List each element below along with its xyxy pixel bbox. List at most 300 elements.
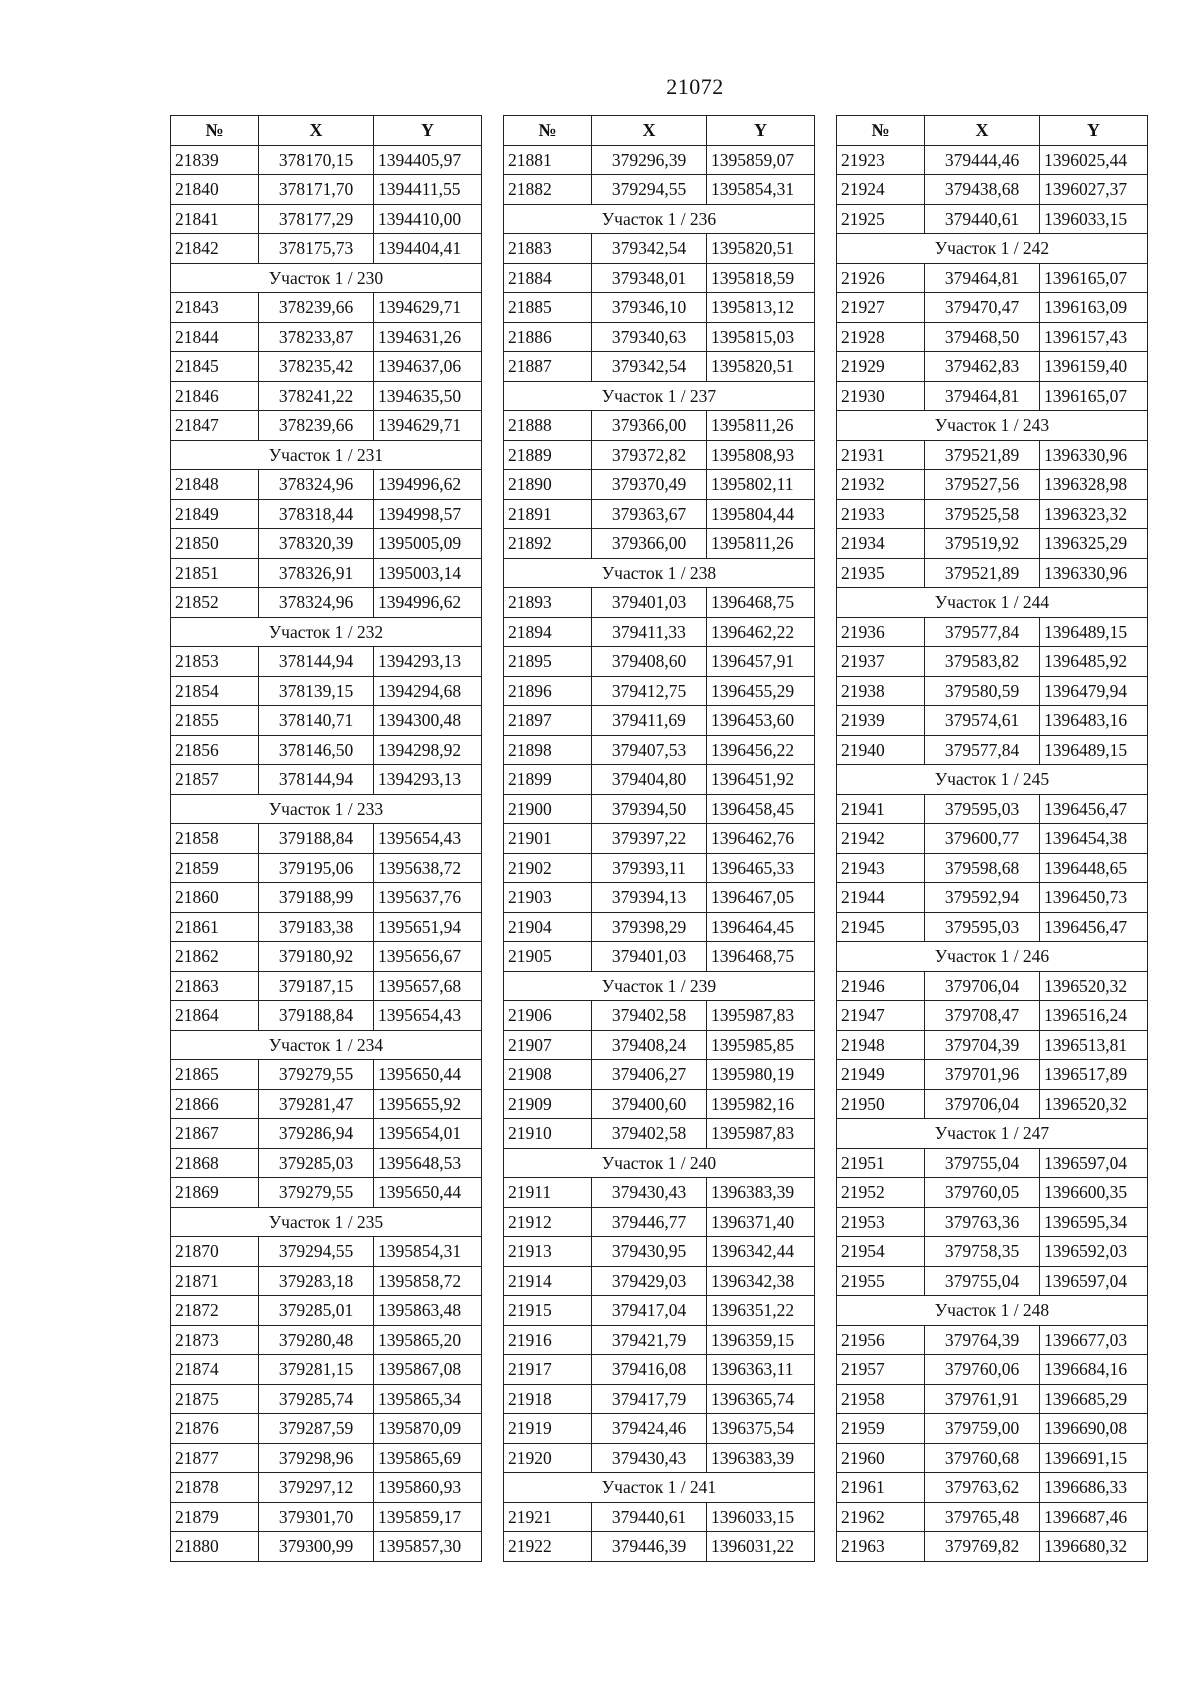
point-number-cell: 21848 — [171, 470, 259, 500]
point-number-cell: 21876 — [171, 1414, 259, 1444]
table-row — [171, 1414, 482, 1444]
x-coordinate-cell: 379294,55 — [592, 175, 707, 205]
x-coordinate-cell: 379286,94 — [259, 1119, 374, 1149]
x-coordinate-cell: 379462,83 — [925, 352, 1040, 382]
table-row — [837, 735, 1148, 765]
point-number-cell: 21906 — [504, 1001, 592, 1031]
y-coordinate-cell: 1396330,96 — [1040, 440, 1148, 470]
table-row — [504, 529, 815, 559]
table-row — [504, 765, 815, 795]
y-coordinate-cell: 1395654,01 — [374, 1119, 482, 1149]
point-number-cell: 21870 — [171, 1237, 259, 1267]
y-coordinate-cell: 1394631,26 — [374, 322, 482, 352]
table-row — [504, 794, 815, 824]
point-number-cell: 21909 — [504, 1089, 592, 1119]
point-number-cell: 21944 — [837, 883, 925, 913]
point-number-cell: 21871 — [171, 1266, 259, 1296]
section-label: Участок 1 / 244 — [837, 588, 1148, 618]
x-coordinate-cell: 379583,82 — [925, 647, 1040, 677]
table-row — [171, 1532, 482, 1562]
table-row — [171, 1178, 482, 1208]
point-number-cell: 21862 — [171, 942, 259, 972]
y-coordinate-cell: 1394998,57 — [374, 499, 482, 529]
point-number-cell: 21940 — [837, 735, 925, 765]
point-number-cell: 21945 — [837, 912, 925, 942]
y-coordinate-cell: 1396517,89 — [1040, 1060, 1148, 1090]
x-coordinate-cell: 379708,47 — [925, 1001, 1040, 1031]
table-row — [171, 1060, 482, 1090]
x-coordinate-cell: 379370,49 — [592, 470, 707, 500]
table-row — [504, 853, 815, 883]
table-row — [504, 1089, 815, 1119]
point-number-cell: 21937 — [837, 647, 925, 677]
x-coordinate-cell: 379402,58 — [592, 1119, 707, 1149]
y-coordinate-cell: 1395003,14 — [374, 558, 482, 588]
x-coordinate-cell: 379393,11 — [592, 853, 707, 883]
y-coordinate-cell: 1394637,06 — [374, 352, 482, 382]
point-number-cell: 21892 — [504, 529, 592, 559]
y-coordinate-cell: 1394405,97 — [374, 145, 482, 175]
x-coordinate-cell: 378170,15 — [259, 145, 374, 175]
section-label: Участок 1 / 235 — [171, 1207, 482, 1237]
point-number-cell: 21939 — [837, 706, 925, 736]
x-coordinate-cell: 379298,96 — [259, 1443, 374, 1473]
x-coordinate-cell: 379394,13 — [592, 883, 707, 913]
x-coordinate-cell: 378235,42 — [259, 352, 374, 382]
y-coordinate-cell: 1396687,46 — [1040, 1502, 1148, 1532]
point-number-cell: 21913 — [504, 1237, 592, 1267]
x-coordinate-cell: 379404,80 — [592, 765, 707, 795]
point-number-cell: 21943 — [837, 853, 925, 883]
table-row — [171, 145, 482, 175]
y-coordinate-cell: 1396684,16 — [1040, 1355, 1148, 1385]
section-label: Участок 1 / 231 — [171, 440, 482, 470]
point-number-cell: 21918 — [504, 1384, 592, 1414]
x-coordinate-cell: 379769,82 — [925, 1532, 1040, 1562]
y-coordinate-cell: 1396383,39 — [707, 1443, 815, 1473]
table-row — [504, 499, 815, 529]
y-coordinate-cell: 1395860,93 — [374, 1473, 482, 1503]
table-row — [837, 1443, 1148, 1473]
y-coordinate-cell: 1396383,39 — [707, 1178, 815, 1208]
table-row — [837, 1502, 1148, 1532]
x-coordinate-cell: 379416,08 — [592, 1355, 707, 1385]
x-coordinate-cell: 379281,47 — [259, 1089, 374, 1119]
point-number-cell: 21959 — [837, 1414, 925, 1444]
table-row — [171, 588, 482, 618]
x-coordinate-cell: 379342,54 — [592, 352, 707, 382]
y-coordinate-cell: 1396600,35 — [1040, 1178, 1148, 1208]
point-number-cell: 21961 — [837, 1473, 925, 1503]
y-coordinate-cell: 1396323,32 — [1040, 499, 1148, 529]
point-number-cell: 21933 — [837, 499, 925, 529]
y-coordinate-cell: 1395865,20 — [374, 1325, 482, 1355]
table-row — [171, 411, 482, 441]
point-number-cell: 21887 — [504, 352, 592, 382]
point-number-cell: 21903 — [504, 883, 592, 913]
x-coordinate-cell: 379372,82 — [592, 440, 707, 470]
table-row — [837, 1414, 1148, 1444]
y-coordinate-cell: 1396483,16 — [1040, 706, 1148, 736]
coordinates-table-right — [836, 115, 1148, 1562]
table-row — [504, 1384, 815, 1414]
table-row — [504, 175, 815, 205]
point-number-cell: 21923 — [837, 145, 925, 175]
y-coordinate-cell: 1394298,92 — [374, 735, 482, 765]
x-coordinate-cell: 379411,69 — [592, 706, 707, 736]
point-number-cell: 21915 — [504, 1296, 592, 1326]
x-coordinate-cell: 378320,39 — [259, 529, 374, 559]
y-coordinate-cell: 1395811,26 — [707, 529, 815, 559]
table-row — [504, 824, 815, 854]
x-coordinate-cell: 379187,15 — [259, 971, 374, 1001]
section-row — [837, 411, 1148, 441]
y-coordinate-cell: 1396691,15 — [1040, 1443, 1148, 1473]
table-row — [171, 971, 482, 1001]
x-coordinate-cell: 379574,61 — [925, 706, 1040, 736]
table-row — [504, 411, 815, 441]
table-row — [504, 1266, 815, 1296]
y-coordinate-cell: 1396450,73 — [1040, 883, 1148, 913]
table-row — [837, 1473, 1148, 1503]
x-coordinate-cell: 379366,00 — [592, 529, 707, 559]
x-coordinate-cell: 379366,00 — [592, 411, 707, 441]
x-coordinate-cell: 379446,39 — [592, 1532, 707, 1562]
x-coordinate-cell: 379401,03 — [592, 942, 707, 972]
point-number-cell: 21936 — [837, 617, 925, 647]
x-coordinate-cell: 379595,03 — [925, 912, 1040, 942]
y-coordinate-cell: 1396595,34 — [1040, 1207, 1148, 1237]
table-row — [504, 588, 815, 618]
table-row — [171, 1473, 482, 1503]
point-number-cell: 21842 — [171, 234, 259, 264]
table-row — [171, 1296, 482, 1326]
section-label: Участок 1 / 247 — [837, 1119, 1148, 1149]
y-coordinate-cell: 1395863,48 — [374, 1296, 482, 1326]
point-number-cell: 21934 — [837, 529, 925, 559]
x-coordinate-cell: 378144,94 — [259, 647, 374, 677]
y-coordinate-cell: 1396342,38 — [707, 1266, 815, 1296]
x-coordinate-cell: 379758,35 — [925, 1237, 1040, 1267]
y-coordinate-cell: 1396489,15 — [1040, 617, 1148, 647]
section-label: Участок 1 / 237 — [504, 381, 815, 411]
table-row — [504, 1355, 815, 1385]
table-row — [171, 322, 482, 352]
table-row — [837, 145, 1148, 175]
y-coordinate-cell: 1395815,03 — [707, 322, 815, 352]
section-row — [837, 1296, 1148, 1326]
table-row — [171, 1148, 482, 1178]
x-coordinate-cell: 379279,55 — [259, 1060, 374, 1090]
table-row — [171, 175, 482, 205]
y-coordinate-cell: 1394294,68 — [374, 676, 482, 706]
x-coordinate-cell: 379188,84 — [259, 1001, 374, 1031]
table-row — [504, 942, 815, 972]
table-row — [504, 1502, 815, 1532]
point-number-cell: 21946 — [837, 971, 925, 1001]
y-coordinate-cell: 1396457,91 — [707, 647, 815, 677]
y-coordinate-cell: 1394635,50 — [374, 381, 482, 411]
y-coordinate-cell: 1396033,15 — [707, 1502, 815, 1532]
table-row — [171, 1001, 482, 1031]
x-coordinate-cell: 379761,91 — [925, 1384, 1040, 1414]
y-coordinate-cell: 1394629,71 — [374, 411, 482, 441]
y-coordinate-cell: 1396363,11 — [707, 1355, 815, 1385]
x-coordinate-cell: 378171,70 — [259, 175, 374, 205]
point-number-cell: 21911 — [504, 1178, 592, 1208]
y-coordinate-cell: 1396479,94 — [1040, 676, 1148, 706]
y-coordinate-cell: 1396157,43 — [1040, 322, 1148, 352]
point-number-cell: 21926 — [837, 263, 925, 293]
table-row — [504, 470, 815, 500]
y-coordinate-cell: 1395813,12 — [707, 293, 815, 323]
x-coordinate-cell: 379577,84 — [925, 735, 1040, 765]
x-coordinate-cell: 379417,04 — [592, 1296, 707, 1326]
x-coordinate-cell: 379296,39 — [592, 145, 707, 175]
table-row — [171, 293, 482, 323]
x-coordinate-cell: 379342,54 — [592, 234, 707, 264]
column-header-x: X — [925, 116, 1040, 146]
y-coordinate-cell: 1396686,33 — [1040, 1473, 1148, 1503]
x-coordinate-cell: 379706,04 — [925, 1089, 1040, 1119]
point-number-cell: 21950 — [837, 1089, 925, 1119]
x-coordinate-cell: 379188,84 — [259, 824, 374, 854]
x-coordinate-cell: 379763,36 — [925, 1207, 1040, 1237]
table-row — [837, 1384, 1148, 1414]
table-row — [837, 175, 1148, 205]
table-row — [171, 470, 482, 500]
table-row — [504, 293, 815, 323]
point-number-cell: 21908 — [504, 1060, 592, 1090]
table-row — [504, 440, 815, 470]
x-coordinate-cell: 378241,22 — [259, 381, 374, 411]
point-number-cell: 21907 — [504, 1030, 592, 1060]
point-number-cell: 21893 — [504, 588, 592, 618]
point-number-cell: 21888 — [504, 411, 592, 441]
x-coordinate-cell: 378144,94 — [259, 765, 374, 795]
point-number-cell: 21953 — [837, 1207, 925, 1237]
y-coordinate-cell: 1395818,59 — [707, 263, 815, 293]
point-number-cell: 21856 — [171, 735, 259, 765]
table-row — [171, 765, 482, 795]
y-coordinate-cell: 1395985,85 — [707, 1030, 815, 1060]
point-number-cell: 21840 — [171, 175, 259, 205]
point-number-cell: 21952 — [837, 1178, 925, 1208]
section-label: Участок 1 / 239 — [504, 971, 815, 1001]
table-row — [171, 1355, 482, 1385]
x-coordinate-cell: 379592,94 — [925, 883, 1040, 913]
y-coordinate-cell: 1396592,03 — [1040, 1237, 1148, 1267]
y-coordinate-cell: 1396351,22 — [707, 1296, 815, 1326]
x-coordinate-cell: 378139,15 — [259, 676, 374, 706]
table-row — [837, 322, 1148, 352]
column-header-x: X — [259, 116, 374, 146]
point-number-cell: 21957 — [837, 1355, 925, 1385]
point-number-cell: 21878 — [171, 1473, 259, 1503]
y-coordinate-cell: 1395820,51 — [707, 234, 815, 264]
table-row — [504, 1207, 815, 1237]
y-coordinate-cell: 1396025,44 — [1040, 145, 1148, 175]
y-coordinate-cell: 1396027,37 — [1040, 175, 1148, 205]
x-coordinate-cell: 379444,46 — [925, 145, 1040, 175]
point-number-cell: 21948 — [837, 1030, 925, 1060]
y-coordinate-cell: 1395867,08 — [374, 1355, 482, 1385]
point-number-cell: 21860 — [171, 883, 259, 913]
y-coordinate-cell: 1396375,54 — [707, 1414, 815, 1444]
y-coordinate-cell: 1395854,31 — [707, 175, 815, 205]
y-coordinate-cell: 1396325,29 — [1040, 529, 1148, 559]
y-coordinate-cell: 1394404,41 — [374, 234, 482, 264]
table-row — [837, 1060, 1148, 1090]
y-coordinate-cell: 1395865,69 — [374, 1443, 482, 1473]
x-coordinate-cell: 379287,59 — [259, 1414, 374, 1444]
x-coordinate-cell: 379281,15 — [259, 1355, 374, 1385]
page-number: 21072 — [666, 74, 724, 99]
table-row — [837, 824, 1148, 854]
y-coordinate-cell: 1395857,30 — [374, 1532, 482, 1562]
section-label: Участок 1 / 240 — [504, 1148, 815, 1178]
x-coordinate-cell: 378177,29 — [259, 204, 374, 234]
point-number-cell: 21916 — [504, 1325, 592, 1355]
x-coordinate-cell: 379755,04 — [925, 1148, 1040, 1178]
point-number-cell: 21861 — [171, 912, 259, 942]
column-header-y: Y — [374, 116, 482, 146]
section-label: Участок 1 / 248 — [837, 1296, 1148, 1326]
y-coordinate-cell: 1396690,08 — [1040, 1414, 1148, 1444]
x-coordinate-cell: 378326,91 — [259, 558, 374, 588]
y-coordinate-cell: 1396464,45 — [707, 912, 815, 942]
table-row — [171, 912, 482, 942]
table-row — [504, 263, 815, 293]
x-coordinate-cell: 379297,12 — [259, 1473, 374, 1503]
point-number-cell: 21889 — [504, 440, 592, 470]
x-coordinate-cell: 379283,18 — [259, 1266, 374, 1296]
point-number-cell: 21924 — [837, 175, 925, 205]
table-row — [837, 1266, 1148, 1296]
y-coordinate-cell: 1395648,53 — [374, 1148, 482, 1178]
table-row — [504, 617, 815, 647]
y-coordinate-cell: 1396163,09 — [1040, 293, 1148, 323]
point-number-cell: 21880 — [171, 1532, 259, 1562]
x-coordinate-cell: 379763,62 — [925, 1473, 1040, 1503]
y-coordinate-cell: 1396031,22 — [707, 1532, 815, 1562]
point-number-cell: 21886 — [504, 322, 592, 352]
point-number-cell: 21890 — [504, 470, 592, 500]
x-coordinate-cell: 379398,29 — [592, 912, 707, 942]
y-coordinate-cell: 1395980,19 — [707, 1060, 815, 1090]
table-row — [837, 529, 1148, 559]
x-coordinate-cell: 379521,89 — [925, 558, 1040, 588]
y-coordinate-cell: 1395858,72 — [374, 1266, 482, 1296]
y-coordinate-cell: 1396462,22 — [707, 617, 815, 647]
table-row — [171, 735, 482, 765]
point-number-cell: 21866 — [171, 1089, 259, 1119]
section-label: Участок 1 / 236 — [504, 204, 815, 234]
y-coordinate-cell: 1395637,76 — [374, 883, 482, 913]
x-coordinate-cell: 379279,55 — [259, 1178, 374, 1208]
table-row — [171, 1266, 482, 1296]
x-coordinate-cell: 379521,89 — [925, 440, 1040, 470]
y-coordinate-cell: 1394996,62 — [374, 588, 482, 618]
table-row — [504, 145, 815, 175]
y-coordinate-cell: 1395802,11 — [707, 470, 815, 500]
point-number-cell: 21865 — [171, 1060, 259, 1090]
x-coordinate-cell: 379470,47 — [925, 293, 1040, 323]
y-coordinate-cell: 1396597,04 — [1040, 1148, 1148, 1178]
y-coordinate-cell: 1395656,67 — [374, 942, 482, 972]
y-coordinate-cell: 1396328,98 — [1040, 470, 1148, 500]
point-number-cell: 21883 — [504, 234, 592, 264]
point-number-cell: 21962 — [837, 1502, 925, 1532]
y-coordinate-cell: 1395650,44 — [374, 1178, 482, 1208]
point-number-cell: 21917 — [504, 1355, 592, 1385]
x-coordinate-cell: 379704,39 — [925, 1030, 1040, 1060]
point-number-cell: 21873 — [171, 1325, 259, 1355]
x-coordinate-cell: 379464,81 — [925, 263, 1040, 293]
point-number-cell: 21914 — [504, 1266, 592, 1296]
y-coordinate-cell: 1395808,93 — [707, 440, 815, 470]
y-coordinate-cell: 1395870,09 — [374, 1414, 482, 1444]
table-row — [837, 1030, 1148, 1060]
x-coordinate-cell: 378239,66 — [259, 411, 374, 441]
point-number-cell: 21931 — [837, 440, 925, 470]
table-row — [504, 1119, 815, 1149]
point-number-cell: 21897 — [504, 706, 592, 736]
table-row — [504, 322, 815, 352]
point-number-cell: 21852 — [171, 588, 259, 618]
y-coordinate-cell: 1396465,33 — [707, 853, 815, 883]
x-coordinate-cell: 379764,39 — [925, 1325, 1040, 1355]
table-row — [171, 647, 482, 677]
section-label: Участок 1 / 241 — [504, 1473, 815, 1503]
x-coordinate-cell: 379440,61 — [592, 1502, 707, 1532]
x-coordinate-cell: 379294,55 — [259, 1237, 374, 1267]
point-number-cell: 21864 — [171, 1001, 259, 1031]
table-row — [837, 1355, 1148, 1385]
x-coordinate-cell: 379765,48 — [925, 1502, 1040, 1532]
x-coordinate-cell: 379755,04 — [925, 1266, 1040, 1296]
x-coordinate-cell: 379411,33 — [592, 617, 707, 647]
table-row — [504, 1532, 815, 1562]
point-number-cell: 21932 — [837, 470, 925, 500]
y-coordinate-cell: 1396455,29 — [707, 676, 815, 706]
point-number-cell: 21875 — [171, 1384, 259, 1414]
y-coordinate-cell: 1394411,55 — [374, 175, 482, 205]
x-coordinate-cell: 379438,68 — [925, 175, 1040, 205]
x-coordinate-cell: 379519,92 — [925, 529, 1040, 559]
table-row — [837, 1237, 1148, 1267]
x-coordinate-cell: 379363,67 — [592, 499, 707, 529]
section-label: Участок 1 / 230 — [171, 263, 482, 293]
table-row — [171, 824, 482, 854]
table-header-row — [837, 116, 1148, 146]
y-coordinate-cell: 1396467,05 — [707, 883, 815, 913]
section-label: Участок 1 / 234 — [171, 1030, 482, 1060]
point-number-cell: 21877 — [171, 1443, 259, 1473]
table-row — [837, 558, 1148, 588]
point-number-cell: 21872 — [171, 1296, 259, 1326]
point-number-cell: 21912 — [504, 1207, 592, 1237]
table-row — [837, 883, 1148, 913]
point-number-cell: 21920 — [504, 1443, 592, 1473]
x-coordinate-cell: 379600,77 — [925, 824, 1040, 854]
table-row — [837, 352, 1148, 382]
y-coordinate-cell: 1395655,92 — [374, 1089, 482, 1119]
section-label: Участок 1 / 233 — [171, 794, 482, 824]
table-row — [837, 1325, 1148, 1355]
table-row — [837, 1001, 1148, 1031]
point-number-cell: 21839 — [171, 145, 259, 175]
